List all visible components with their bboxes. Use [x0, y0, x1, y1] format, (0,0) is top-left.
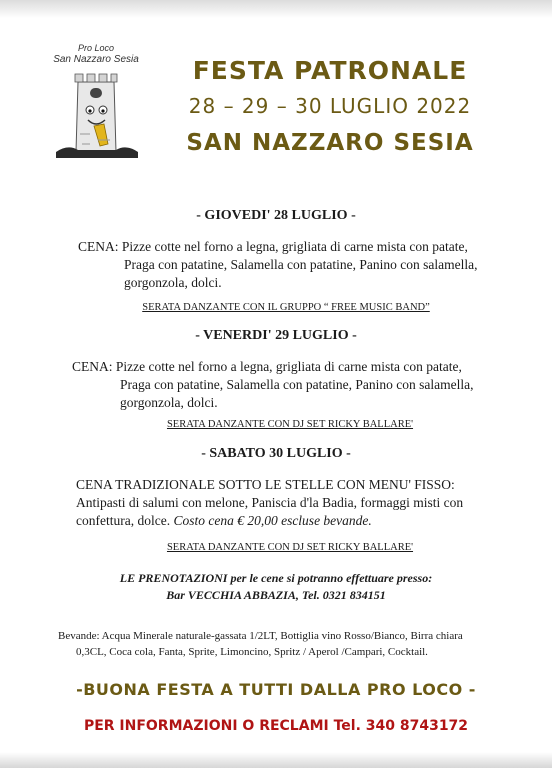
closing-greeting: -BUONA FESTA A TUTTI DALLA PRO LOCO - — [76, 680, 476, 699]
cena-saturday — [76, 476, 520, 530]
cena-line: Praga con patatine, Salamella con patatine, Panino con salamella, — [120, 377, 474, 392]
logo-text-top: Pro Loco — [77, 43, 115, 53]
booking-line: Bar VECCHIA ABBAZIA, Tel. 0321 834151 — [166, 588, 386, 602]
cena-line: gorgonzola, dolci. — [120, 395, 218, 410]
cena-line: Pizze cotte nel forno a legna, grigliata di carne mista con patate, — [121, 239, 468, 254]
cena-line: confettura, dolce. — [76, 513, 171, 528]
logo-text-bottom: San Nazzaro Sesia — [53, 54, 139, 65]
cena-thursday — [78, 238, 518, 292]
serata-thursday: SERATA DANZANTE CON IL GRUPPO “ FREE MUSIC BAND” — [142, 302, 430, 313]
pro-loco-logo — [48, 40, 144, 158]
cena-line: Praga con patatine, Salamella con patatine, Panino con salamella, — [124, 257, 478, 272]
serata-friday: SERATA DANZANTE CON DJ SET RICKY BALLARE' — [166, 419, 414, 430]
cena-line: Pizze cotte nel forno a legna, grigliata di carne mista con patate, — [115, 359, 462, 374]
drinks-line: Bevande: Acqua Minerale naturale-gassata 1/2LT, Bottiglia vino Rosso/Bianco, Birra chiara — [58, 630, 463, 642]
page-bottom-shadow — [0, 752, 552, 768]
event-dates: 28 – 29 – 30 LUGLIO 2022 — [188, 94, 472, 118]
cena-line: gorgonzola, dolci. — [124, 275, 222, 290]
cena-cost: Costo cena € 20,00 escluse bevande. — [173, 513, 372, 528]
serata-saturday: SERATA DANZANTE CON DJ SET RICKY BALLARE' — [166, 542, 414, 553]
booking-info — [0, 570, 552, 604]
event-place: SAN NAZZARO SESIA — [186, 130, 474, 156]
page-top-shadow — [0, 0, 552, 18]
cena-label: CENA: — [72, 359, 113, 374]
cena-friday — [72, 358, 518, 412]
drinks-line: 0,3CL, Coca cola, Fanta, Sprite, Limoncino, Spritz / Aperol /Campari, Cocktail. — [76, 646, 428, 658]
cena-line: Antipasti di salumi con melone, Paniscia d'la Badia, formaggi misti con — [76, 495, 464, 510]
drinks-list — [58, 628, 518, 660]
info-contact: PER INFORMAZIONI O RECLAMI Tel. 340 8743172 — [83, 718, 469, 734]
cena-label: CENA: — [78, 239, 119, 254]
day-heading-friday: - VENERDI' 29 LUGLIO - — [195, 328, 357, 343]
cena-line: CENA TRADIZIONALE SOTTO LE STELLE CON MENU' FISSO: — [76, 477, 455, 492]
day-heading-thursday: - GIOVEDI' 28 LUGLIO - — [196, 208, 356, 223]
booking-line: LE PRENOTAZIONI per le cene si potranno effettuare presso: — [119, 571, 433, 585]
day-heading-saturday: - SABATO 30 LUGLIO - — [201, 446, 351, 461]
event-title: FESTA PATRONALE — [192, 56, 468, 85]
